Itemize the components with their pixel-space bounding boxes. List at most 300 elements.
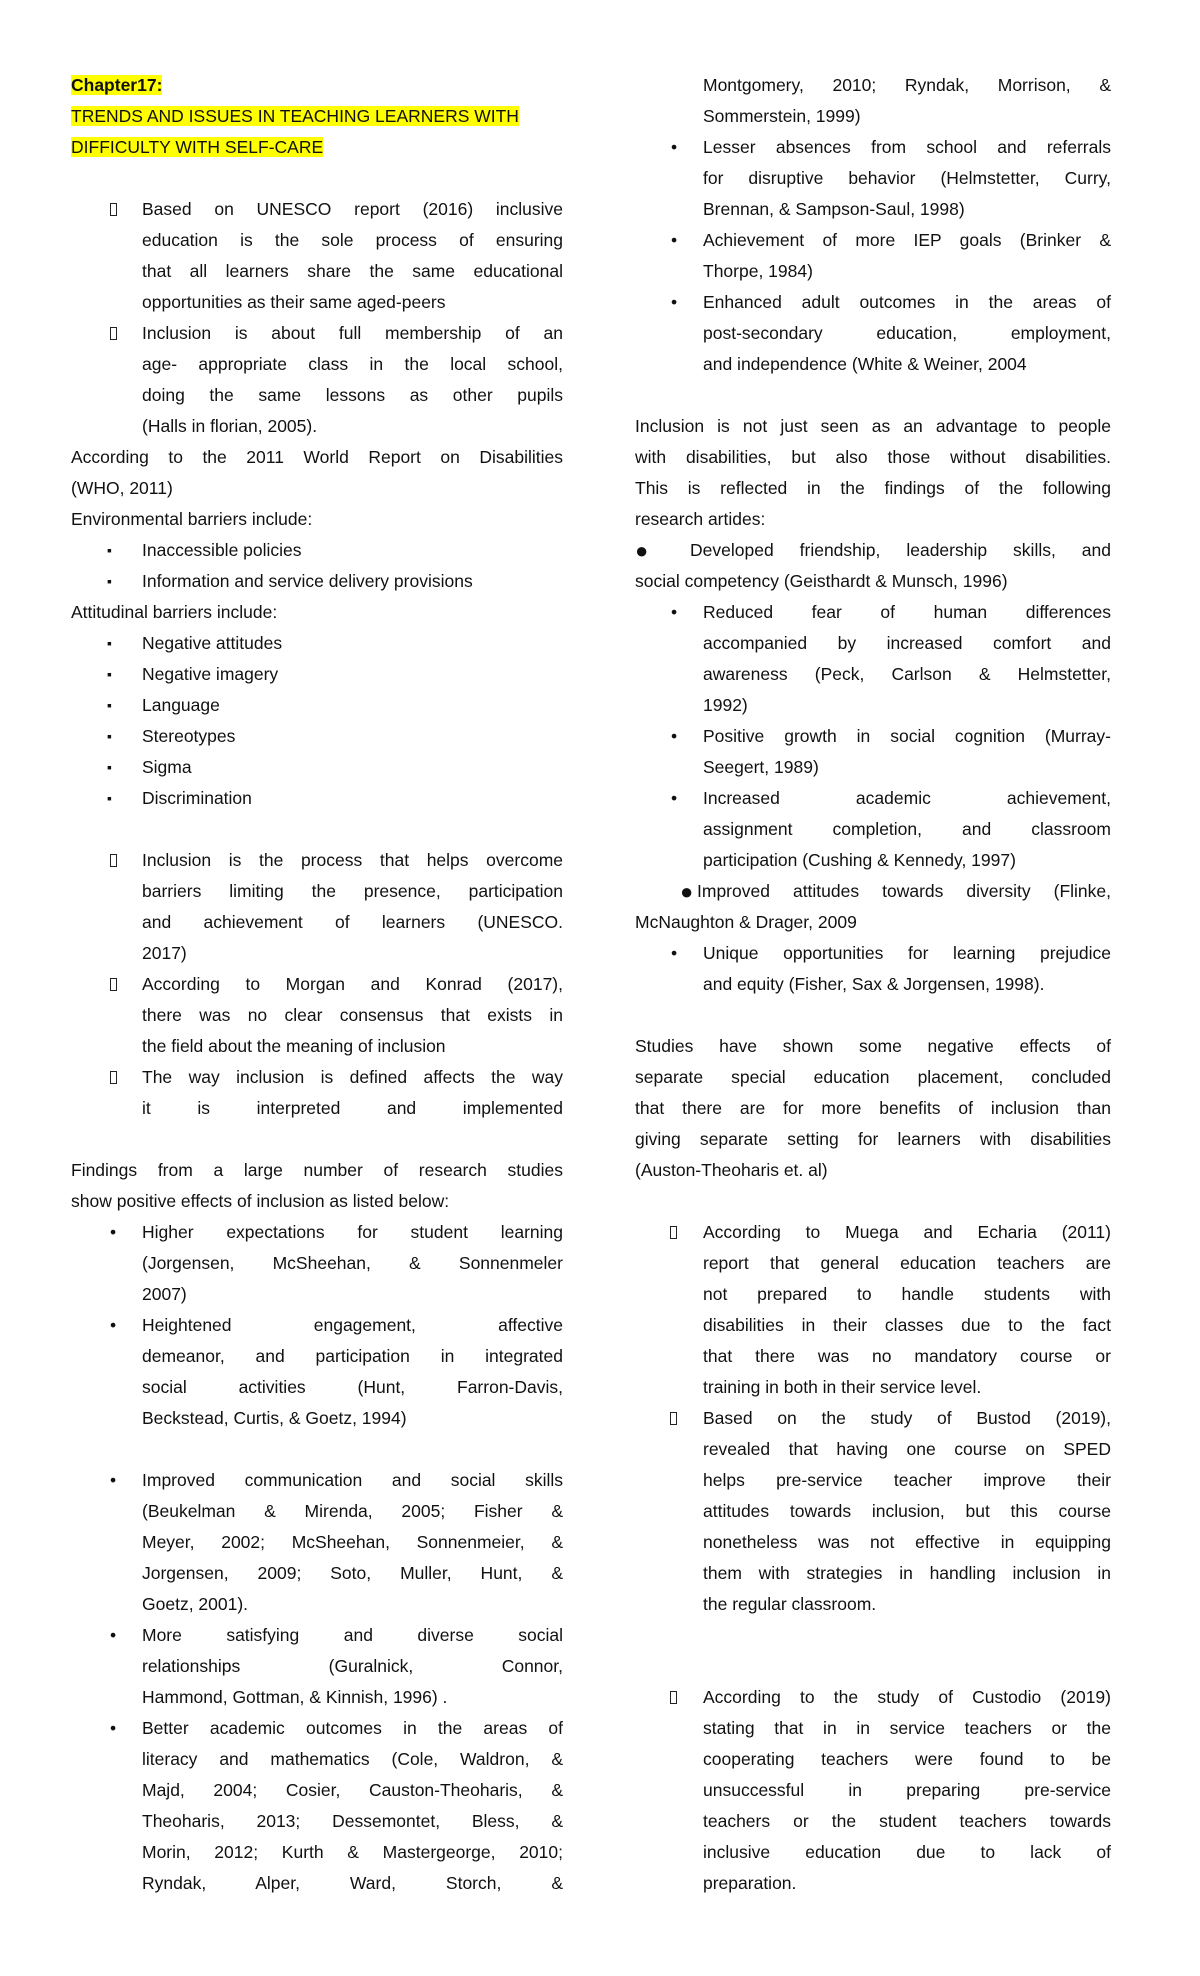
list-item bbox=[635, 1217, 1111, 1403]
body-text: nonetheless was not effective in equipping bbox=[703, 1532, 1111, 1552]
text-line bbox=[71, 1310, 563, 1341]
text-line bbox=[71, 1000, 563, 1031]
text-line bbox=[71, 1837, 563, 1868]
text-line bbox=[635, 1093, 1111, 1124]
chapter-heading bbox=[71, 101, 563, 163]
body-text: training in both in their service level. bbox=[703, 1377, 982, 1397]
paragraph bbox=[71, 442, 563, 504]
body-text: accompanied by increased comfort and bbox=[703, 633, 1111, 653]
body-text: Discrimination bbox=[142, 788, 252, 808]
text-line bbox=[71, 721, 563, 752]
blank-line bbox=[635, 380, 1111, 411]
body-text: revealed that having one course on SPED bbox=[703, 1439, 1111, 1459]
body-text: helps pre-service teacher improve their bbox=[703, 1470, 1111, 1490]
text-line bbox=[71, 1341, 563, 1372]
square-bullet-icon: ▪ bbox=[107, 697, 112, 713]
body-text: preparation. bbox=[703, 1873, 797, 1893]
body-text: Thorpe, 1984) bbox=[703, 261, 813, 281]
text-line bbox=[635, 1341, 1111, 1372]
list-item bbox=[71, 628, 563, 659]
body-text: (Auston-Theoharis et. al) bbox=[635, 1160, 828, 1180]
text-line bbox=[71, 1589, 563, 1620]
body-text: Based on UNESCO report (2016) inclusive bbox=[142, 199, 563, 219]
text-line bbox=[635, 783, 1111, 814]
text-line bbox=[71, 411, 563, 442]
text-line bbox=[71, 845, 563, 876]
list-item bbox=[71, 845, 563, 969]
body-text: it is interpreted and implemented bbox=[142, 1098, 563, 1118]
body-text: not prepared to handle students with bbox=[703, 1284, 1111, 1304]
dot-bullet-icon: ● bbox=[635, 538, 649, 563]
list-item bbox=[71, 752, 563, 783]
body-text: (Halls in florian, 2005). bbox=[142, 416, 318, 436]
body-text: the regular classroom. bbox=[703, 1594, 877, 1614]
text-line bbox=[71, 1248, 563, 1279]
text-line bbox=[71, 1031, 563, 1062]
text-line bbox=[635, 628, 1111, 659]
body-text: cooperating teachers were found to be bbox=[703, 1749, 1111, 1769]
text-line bbox=[71, 969, 563, 1000]
list-item bbox=[71, 783, 563, 814]
body-text: Morin, 2012; Kurth & Mastergeorge, 2010; bbox=[142, 1842, 563, 1862]
paragraph bbox=[71, 597, 563, 628]
list-item bbox=[71, 535, 563, 566]
text-line bbox=[635, 1031, 1111, 1062]
text-line bbox=[71, 938, 563, 969]
text-line bbox=[635, 938, 1111, 969]
highlighted-heading: TRENDS AND ISSUES IN TEACHING LEARNERS WITH bbox=[71, 106, 519, 126]
text-line bbox=[635, 163, 1111, 194]
text-line bbox=[71, 1651, 563, 1682]
text-line bbox=[635, 318, 1111, 349]
body-text: research artides: bbox=[635, 509, 766, 529]
paragraph bbox=[635, 70, 1111, 132]
text-line bbox=[635, 1806, 1111, 1837]
box-bullet-icon bbox=[110, 327, 117, 340]
body-text: Environmental barriers include: bbox=[71, 509, 313, 529]
body-text: separate special education placement, concluded bbox=[635, 1067, 1111, 1087]
text-line bbox=[71, 1527, 563, 1558]
body-text: opportunities as their same aged-peers bbox=[142, 292, 446, 312]
body-text: post-secondary education, employment, bbox=[703, 323, 1111, 343]
dot-bullet-icon: • bbox=[110, 1222, 117, 1242]
body-text: McNaughton & Drager, 2009 bbox=[635, 912, 857, 932]
body-text: and independence (White & Weiner, 2004 bbox=[703, 354, 1027, 374]
text-line bbox=[71, 1279, 563, 1310]
text-line bbox=[635, 101, 1111, 132]
text-line bbox=[635, 1279, 1111, 1310]
text-line bbox=[71, 1403, 563, 1434]
text-line bbox=[635, 1465, 1111, 1496]
body-text: Seegert, 1989) bbox=[703, 757, 819, 777]
text-line bbox=[71, 535, 563, 566]
dot-bullet-icon: • bbox=[671, 788, 678, 808]
text-line bbox=[635, 1837, 1111, 1868]
text-line bbox=[635, 1403, 1111, 1434]
dot-bullet-icon: • bbox=[671, 292, 678, 312]
body-text: Attitudinal barriers include: bbox=[71, 602, 278, 622]
body-text: Increased academic achievement, bbox=[703, 788, 1111, 808]
dot-bullet-icon: • bbox=[110, 1625, 117, 1645]
body-text: Findings from a large number of research studies bbox=[71, 1160, 563, 1180]
list-item bbox=[635, 225, 1111, 287]
body-text: barriers limiting the presence, participation bbox=[142, 881, 563, 901]
dot-bullet-icon: • bbox=[110, 1315, 117, 1335]
text-line bbox=[71, 1682, 563, 1713]
list-item bbox=[635, 535, 1111, 597]
text-line bbox=[71, 1093, 563, 1124]
text-line bbox=[635, 1682, 1111, 1713]
box-bullet-icon bbox=[110, 1071, 117, 1084]
body-text: Enhanced adult outcomes in the areas of bbox=[703, 292, 1111, 312]
body-text: According to Muega and Echaria (2011) bbox=[703, 1222, 1111, 1242]
left-column bbox=[71, 70, 563, 1899]
body-text: literacy and mathematics (Cole, Waldron, & bbox=[142, 1749, 563, 1769]
heading-text bbox=[71, 132, 563, 163]
body-text: This is reflected in the findings of the following bbox=[635, 478, 1111, 498]
text-line bbox=[71, 1806, 563, 1837]
body-text: Studies have shown some negative effects of bbox=[635, 1036, 1111, 1056]
text-line bbox=[71, 566, 563, 597]
body-text: doing the same lessons as other pupils bbox=[142, 385, 563, 405]
body-text: for disruptive behavior (Helmstetter, Curry, bbox=[703, 168, 1111, 188]
text-line bbox=[635, 1868, 1111, 1899]
blank-line bbox=[635, 1000, 1111, 1031]
text-line bbox=[71, 659, 563, 690]
text-line bbox=[635, 287, 1111, 318]
body-text: Stereotypes bbox=[142, 726, 236, 746]
body-text: Based on the study of Bustod (2019), bbox=[703, 1408, 1111, 1428]
body-text: Improved attitudes towards diversity (Flinke, bbox=[697, 881, 1111, 901]
body-text: awareness (Peck, Carlson & Helmstetter, bbox=[703, 664, 1111, 684]
blank-line bbox=[635, 1186, 1111, 1217]
text-line bbox=[635, 907, 1111, 938]
text-line bbox=[71, 1713, 563, 1744]
body-text: them with strategies in handling inclusion in bbox=[703, 1563, 1111, 1583]
text-line bbox=[71, 380, 563, 411]
body-text: Meyer, 2002; McSheehan, Sonnenmeier, & bbox=[142, 1532, 563, 1552]
list-item bbox=[71, 1465, 563, 1620]
text-line bbox=[71, 876, 563, 907]
body-text: According to the 2011 World Report on Disabilities bbox=[71, 447, 563, 467]
body-text: Higher expectations for student learning bbox=[142, 1222, 563, 1242]
body-text: Theoharis, 2013; Dessemontet, Bless, & bbox=[142, 1811, 563, 1831]
dot-bullet-icon: • bbox=[671, 943, 678, 963]
text-line bbox=[71, 318, 563, 349]
text-line bbox=[71, 442, 563, 473]
text-line bbox=[71, 907, 563, 938]
list-item bbox=[71, 690, 563, 721]
list-item bbox=[635, 938, 1111, 1000]
box-bullet-icon bbox=[670, 1691, 677, 1704]
body-text: (Jorgensen, McSheehan, & Sonnenmeler bbox=[142, 1253, 563, 1273]
text-line bbox=[635, 814, 1111, 845]
text-line bbox=[71, 1372, 563, 1403]
blank-line bbox=[71, 1434, 563, 1465]
body-text: demeanor, and participation in integrated bbox=[142, 1346, 563, 1366]
text-line bbox=[635, 845, 1111, 876]
square-bullet-icon: ▪ bbox=[107, 635, 112, 651]
blank-line bbox=[71, 1124, 563, 1155]
box-bullet-icon bbox=[110, 854, 117, 867]
text-line bbox=[635, 1744, 1111, 1775]
heading-text bbox=[71, 101, 563, 132]
list-item bbox=[635, 1682, 1111, 1899]
list-item bbox=[635, 287, 1111, 380]
body-text: giving separate setting for learners with disabilities bbox=[635, 1129, 1111, 1149]
body-text: Beckstead, Curtis, & Goetz, 1994) bbox=[142, 1408, 407, 1428]
list-item bbox=[71, 1062, 563, 1124]
text-line bbox=[635, 752, 1111, 783]
blank-line bbox=[635, 1620, 1111, 1651]
body-text: Negative attitudes bbox=[142, 633, 283, 653]
text-line bbox=[635, 225, 1111, 256]
text-line bbox=[71, 1558, 563, 1589]
list-item bbox=[635, 1403, 1111, 1620]
square-bullet-icon: ▪ bbox=[107, 728, 112, 744]
body-text: with disabilities, but also those without disabilities. bbox=[635, 447, 1111, 467]
body-text: (Beukelman & Mirenda, 2005; Fisher & bbox=[142, 1501, 563, 1521]
box-bullet-icon bbox=[110, 978, 117, 991]
body-text: social competency (Geisthardt & Munsch, 1996) bbox=[635, 571, 1008, 591]
text-line bbox=[71, 1744, 563, 1775]
body-text: that there was no mandatory course or bbox=[703, 1346, 1111, 1366]
body-text: the field about the meaning of inclusion bbox=[142, 1036, 446, 1056]
body-text: social activities (Hunt, Farron-Davis, bbox=[142, 1377, 563, 1397]
dot-bullet-icon: ● bbox=[680, 879, 694, 904]
text-line bbox=[635, 473, 1111, 504]
list-item bbox=[71, 721, 563, 752]
body-text: Negative imagery bbox=[142, 664, 279, 684]
body-text: disabilities in their classes due to the fact bbox=[703, 1315, 1111, 1335]
text-line bbox=[635, 1062, 1111, 1093]
body-text: education is the sole process of ensuring bbox=[142, 230, 563, 250]
body-text: Ryndak, Alper, Ward, Storch, & bbox=[142, 1873, 563, 1893]
list-item bbox=[635, 783, 1111, 876]
list-item bbox=[71, 1620, 563, 1713]
body-text: Inclusion is the process that helps overcome bbox=[142, 850, 563, 870]
body-text: 1992) bbox=[703, 695, 748, 715]
paragraph bbox=[71, 504, 563, 535]
text-line bbox=[635, 1124, 1111, 1155]
square-bullet-icon: ▪ bbox=[107, 666, 112, 682]
body-text: and achievement of learners (UNESCO. bbox=[142, 912, 563, 932]
text-line bbox=[635, 1558, 1111, 1589]
body-text: inclusive education due to lack of bbox=[703, 1842, 1111, 1862]
text-line bbox=[71, 628, 563, 659]
box-bullet-icon bbox=[670, 1226, 677, 1239]
body-text: attitudes towards inclusion, but this course bbox=[703, 1501, 1111, 1521]
text-line bbox=[635, 721, 1111, 752]
square-bullet-icon: ▪ bbox=[107, 573, 112, 589]
body-text: stating that in in service teachers or the bbox=[703, 1718, 1111, 1738]
body-text: According to Morgan and Konrad (2017), bbox=[142, 974, 563, 994]
body-text: Jorgensen, 2009; Soto, Muller, Hunt, & bbox=[142, 1563, 563, 1583]
body-text: Goetz, 2001). bbox=[142, 1594, 249, 1614]
body-text: Language bbox=[142, 695, 220, 715]
highlighted-heading: DIFFICULTY WITH SELF-CARE bbox=[71, 137, 324, 157]
list-item bbox=[635, 597, 1111, 721]
body-text: assignment completion, and classroom bbox=[703, 819, 1111, 839]
body-text: 2017) bbox=[142, 943, 187, 963]
square-bullet-icon: ▪ bbox=[107, 542, 112, 558]
list-item bbox=[71, 1713, 563, 1899]
square-bullet-icon: ▪ bbox=[107, 790, 112, 806]
text-line bbox=[635, 876, 1111, 907]
body-text: 2007) bbox=[142, 1284, 187, 1304]
text-line bbox=[635, 1310, 1111, 1341]
body-text: Improved communication and social skills bbox=[142, 1470, 563, 1490]
text-line bbox=[71, 194, 563, 225]
text-line bbox=[71, 1062, 563, 1093]
list-item bbox=[71, 194, 563, 318]
text-line bbox=[635, 1248, 1111, 1279]
dot-bullet-icon: • bbox=[671, 602, 678, 622]
list-item bbox=[635, 132, 1111, 225]
text-line bbox=[635, 504, 1111, 535]
text-line bbox=[71, 752, 563, 783]
text-line bbox=[635, 1434, 1111, 1465]
body-text: Hammond, Gottman, & Kinnish, 1996) . bbox=[142, 1687, 448, 1707]
body-text: Sommerstein, 1999) bbox=[703, 106, 861, 126]
body-text: Majd, 2004; Cosier, Causton-Theoharis, & bbox=[142, 1780, 563, 1800]
highlighted-heading: Chapter17: bbox=[71, 75, 163, 95]
text-line bbox=[635, 132, 1111, 163]
text-line bbox=[71, 132, 563, 163]
text-line bbox=[71, 783, 563, 814]
text-line bbox=[635, 1527, 1111, 1558]
text-line bbox=[71, 473, 563, 504]
text-line bbox=[71, 690, 563, 721]
body-text: participation (Cushing & Kennedy, 1997) bbox=[703, 850, 1016, 870]
list-item bbox=[71, 969, 563, 1062]
text-line bbox=[71, 101, 563, 132]
text-line bbox=[71, 1868, 563, 1899]
body-text: unsuccessful in preparing pre-service bbox=[703, 1780, 1111, 1800]
body-text: that all learners share the same educational bbox=[142, 261, 563, 281]
text-line bbox=[71, 1465, 563, 1496]
body-text: The way inclusion is defined affects the way bbox=[142, 1067, 563, 1087]
box-bullet-icon bbox=[110, 203, 117, 216]
text-line bbox=[71, 1186, 563, 1217]
body-text: Inclusion is about full membership of an bbox=[142, 323, 563, 343]
body-text: Inaccessible policies bbox=[142, 540, 302, 560]
text-line bbox=[635, 442, 1111, 473]
body-text: relationships (Guralnick, Connor, bbox=[142, 1656, 563, 1676]
text-line bbox=[635, 1589, 1111, 1620]
paragraph bbox=[635, 411, 1111, 535]
body-text: Montgomery, 2010; Ryndak, Morrison, & bbox=[703, 75, 1111, 95]
dot-bullet-icon: • bbox=[671, 230, 678, 250]
blank-line bbox=[71, 814, 563, 845]
chapter-heading bbox=[71, 70, 563, 101]
body-text: Reduced fear of human differences bbox=[703, 602, 1111, 622]
text-line bbox=[71, 1155, 563, 1186]
body-text: report that general education teachers are bbox=[703, 1253, 1111, 1273]
body-text: Inclusion is not just seen as an advantage to people bbox=[635, 416, 1111, 436]
text-line bbox=[71, 1496, 563, 1527]
text-line bbox=[635, 1155, 1111, 1186]
body-text: Sigma bbox=[142, 757, 192, 777]
text-line bbox=[71, 597, 563, 628]
dot-bullet-icon: • bbox=[110, 1470, 117, 1490]
text-line bbox=[635, 194, 1111, 225]
list-item bbox=[635, 721, 1111, 783]
text-line bbox=[71, 70, 563, 101]
list-item bbox=[71, 659, 563, 690]
body-text: show positive effects of inclusion as listed below: bbox=[71, 1191, 450, 1211]
dot-bullet-icon: • bbox=[671, 726, 678, 746]
dot-bullet-icon: • bbox=[671, 137, 678, 157]
blank-line bbox=[71, 163, 563, 194]
text-line bbox=[71, 256, 563, 287]
list-item bbox=[71, 566, 563, 597]
body-text: Brennan, & Sampson-Saul, 1998) bbox=[703, 199, 965, 219]
body-text: age- appropriate class in the local school, bbox=[142, 354, 563, 374]
body-text: and equity (Fisher, Sax & Jorgensen, 1998). bbox=[703, 974, 1045, 994]
body-text: Heightened engagement, affective bbox=[142, 1315, 563, 1335]
body-text: Better academic outcomes in the areas of bbox=[142, 1718, 563, 1738]
body-text: Information and service delivery provisions bbox=[142, 571, 473, 591]
body-text: Unique opportunities for learning prejudice bbox=[703, 943, 1111, 963]
text-line bbox=[635, 659, 1111, 690]
text-line bbox=[71, 225, 563, 256]
text-line bbox=[635, 256, 1111, 287]
box-bullet-icon bbox=[670, 1412, 677, 1425]
body-text: that there are for more benefits of inclusion than bbox=[635, 1098, 1111, 1118]
text-line bbox=[635, 535, 1111, 566]
text-line bbox=[635, 566, 1111, 597]
list-item bbox=[71, 318, 563, 442]
text-line bbox=[71, 287, 563, 318]
text-line bbox=[71, 1620, 563, 1651]
body-text: Lesser absences from school and referrals bbox=[703, 137, 1111, 157]
body-text: Achievement of more IEP goals (Brinker & bbox=[703, 230, 1111, 250]
text-line bbox=[71, 504, 563, 535]
paragraph bbox=[71, 1155, 563, 1217]
list-item bbox=[71, 1310, 563, 1434]
body-text: teachers or the student teachers towards bbox=[703, 1811, 1111, 1831]
text-line bbox=[635, 597, 1111, 628]
body-text: there was no clear consensus that exists in bbox=[142, 1005, 563, 1025]
right-column bbox=[635, 70, 1111, 1899]
text-line bbox=[635, 70, 1111, 101]
body-text: According to the study of Custodio (2019) bbox=[703, 1687, 1111, 1707]
text-line bbox=[635, 1496, 1111, 1527]
body-text: Developed friendship, leadership skills, and bbox=[690, 540, 1111, 560]
text-line bbox=[71, 1217, 563, 1248]
text-line bbox=[71, 1775, 563, 1806]
text-line bbox=[71, 349, 563, 380]
body-text: (WHO, 2011) bbox=[71, 478, 173, 498]
square-bullet-icon: ▪ bbox=[107, 759, 112, 775]
text-line bbox=[635, 1775, 1111, 1806]
body-text: More satisfying and diverse social bbox=[142, 1625, 563, 1645]
text-line bbox=[635, 690, 1111, 721]
dot-bullet-icon: • bbox=[110, 1718, 117, 1738]
text-line bbox=[635, 349, 1111, 380]
text-line bbox=[635, 1372, 1111, 1403]
text-line bbox=[635, 969, 1111, 1000]
list-item bbox=[635, 876, 1111, 938]
heading-text bbox=[71, 70, 563, 101]
text-line bbox=[635, 1713, 1111, 1744]
body-text: Positive growth in social cognition (Murray- bbox=[703, 726, 1111, 746]
text-line bbox=[635, 411, 1111, 442]
blank-line bbox=[635, 1651, 1111, 1682]
paragraph bbox=[635, 1031, 1111, 1186]
text-line bbox=[635, 1217, 1111, 1248]
